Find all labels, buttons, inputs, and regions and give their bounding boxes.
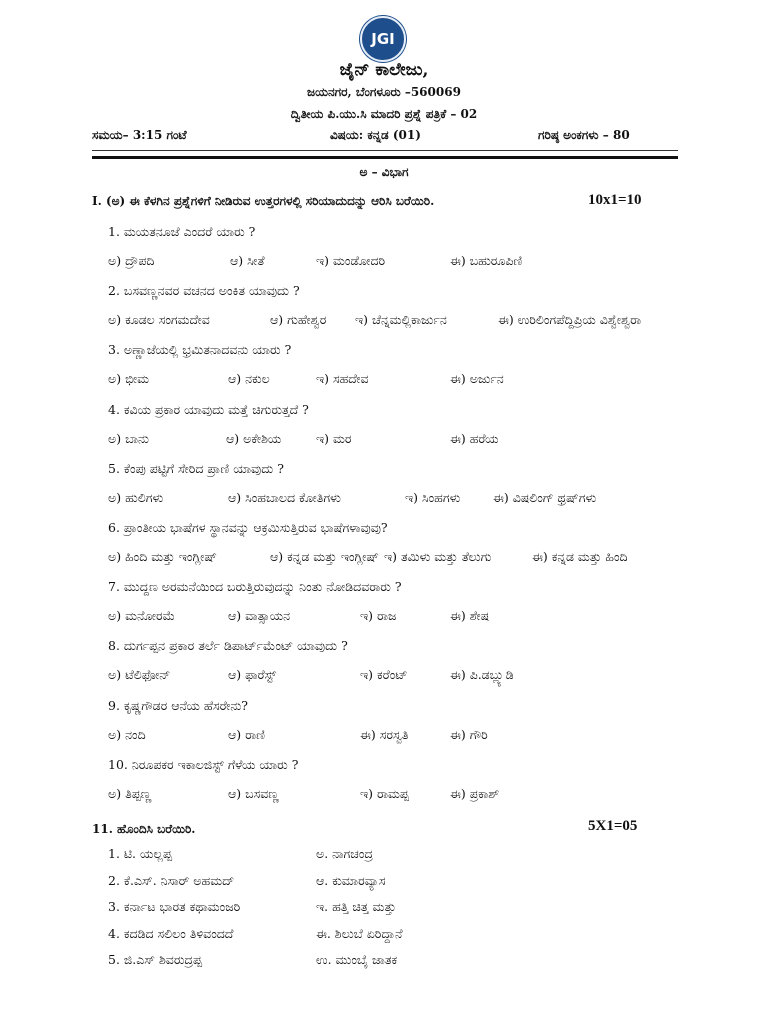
answer-option: ಅ) ಟೆಲಿಫೋನ್ bbox=[108, 667, 171, 683]
exam-max-marks: ಗರಿಷ್ಠ ಅಂಕಗಳು – 80 bbox=[538, 128, 630, 142]
match-right-item: ಈ. ಶಿಲುಬೆ ಏರಿದ್ದಾನೆ bbox=[316, 925, 403, 941]
college-name: ಜೈನ್ ಕಾಲೇಜು, bbox=[339, 60, 429, 80]
match-right-item: ಇ. ಹತ್ತಿ ಚಿತ್ತ ಮತ್ತು bbox=[316, 899, 397, 914]
question-text: 7. ಮುದ್ದಣ ಅರಮನೆಯಿಂದ ಬರುತ್ತಿರುವುದನ್ನು ನಿಂತು ನೋಡಿದವರಾರು ? bbox=[108, 579, 402, 595]
answer-option: ಆ) ಸಿಂಹಬಾಲದ ಕೋತಿಗಳು bbox=[228, 489, 341, 505]
question-text: 6. ಪ್ರಾಂತೀಯ ಭಾಷೆಗಳ ಸ್ಥಾನವನ್ನು ಆಕ್ರಮಿಸುತ್ತಿರುವ ಭಾಷೆಗಳಾವುವು? bbox=[108, 520, 388, 535]
answer-option: ಈ) ಸರಸ್ವತಿ bbox=[360, 726, 409, 742]
answer-option: ಅ) ಬಾನು bbox=[108, 430, 149, 446]
answer-option: ಅ) ಕೂಡಲ ಸಂಗಮದೇವ bbox=[108, 312, 210, 328]
answer-option: ಇ) ಸಹದೇವ bbox=[316, 371, 369, 387]
answer-option: ಅ) ಭೀಮ bbox=[108, 371, 149, 387]
answer-option: ಈ) ಹರೆಯ bbox=[450, 430, 499, 446]
answer-option: ಈ) ಪ್ರಕಾಶ್ bbox=[450, 785, 500, 801]
match-left-item: 5. ಜಿ.ಎಸ್ ಶಿವರುದ್ರಪ್ಪ bbox=[108, 952, 203, 967]
answer-option: ಅ) ಹುಲಿಗಳು bbox=[108, 489, 164, 505]
question-text: 10. ನಿರೂಪಕರ ಇಕಾಲಜಿಸ್ಟ್ ಗೆಳೆಯ ಯಾರು ? bbox=[108, 756, 299, 772]
part1-marks: 10x1=10 bbox=[588, 192, 642, 208]
match-right-item: ಉ. ಮುಂಬೈ ಜಾತಕ bbox=[316, 952, 398, 967]
answer-option: ಆ) ಅಕೇಶಿಯ bbox=[226, 430, 282, 446]
answer-option: ಈ) ಶೇಷ bbox=[450, 608, 490, 624]
answer-option: ಆ) ನಕುಲ bbox=[228, 371, 270, 387]
match-left-item: 3. ಕರ್ನಾಟ ಭಾರತ ಕಥಾಮಂಜರಿ bbox=[108, 899, 241, 914]
question-text: 2. ಬಸವಣ್ಣನವರ ವಚನದ ಅಂಕಿತ ಯಾವುದು ? bbox=[108, 283, 300, 299]
answer-option: ಆ) ಫಾರೆಸ್ಟ್ bbox=[228, 667, 277, 683]
match-right-item: ಅ. ನಾಗಚಂದ್ರ bbox=[316, 846, 374, 861]
answer-option: ಆ) ರಾಣಿ bbox=[228, 726, 265, 742]
answer-option: ಅ) ಹಿಂದಿ ಮತ್ತು ಇಂಗ್ಲೀಷ್ bbox=[108, 549, 217, 564]
answer-option: ಈ) ಬಹುರೂಪಿಣಿ bbox=[450, 253, 523, 268]
question-text: 8. ದುರ್ಗಪ್ಪನ ಪ್ರಕಾರ ತರ್ಲೆ ಡಿಪಾರ್ಟ್‌ಮೆಂಟ್ ಯಾವುದು ? bbox=[108, 638, 348, 654]
part1-heading: I. (ಅ) ಈ ಕೆಳಗಿನ ಪ್ರಶ್ನೆಗಳಿಗೆ ನೀಡಿರುವ ಉತ್ತರಗಳಲ್ಲಿ ಸರಿಯಾದುದನ್ನು ಆರಿಸಿ ಬರೆಯಿರಿ. bbox=[92, 194, 435, 208]
answer-option: ಇ) ರಾಮಪ್ಪ bbox=[360, 785, 409, 801]
answer-option: ಈ) ಗೌರಿ bbox=[450, 726, 488, 742]
answer-option: ಈ) ಪಿ.ಡಬ್ಲ್ಯುಡಿ bbox=[450, 667, 514, 683]
exam-subject: ವಿಷಯ: ಕನ್ನಡ (01) bbox=[330, 128, 421, 142]
answer-option: ಆ) ಕನ್ನಡ ಮತ್ತು ಇಂಗ್ಲೀಷ್ bbox=[270, 549, 379, 564]
question-text: 1. ಮಯತನೂಜೆ ಎಂದರೆ ಯಾರು ? bbox=[108, 224, 256, 239]
answer-option: ಇ) ಮಂಡೋದರಿ bbox=[316, 253, 386, 268]
question-text: 3. ಅಣ್ಣಾಜೆಯಲ್ಲಿ ಭ್ರಮಿತನಾದವನು ಯಾರು ? bbox=[108, 342, 292, 358]
answer-option: ಇ) ಸಿಂಹಗಳು bbox=[405, 489, 461, 505]
answer-option: ಆ) ಸೀತೆ bbox=[230, 253, 265, 268]
section-label: ಅ – ವಿಭಾಗ bbox=[359, 165, 409, 179]
answer-option: ಈ) ಕನ್ನಡ ಮತ್ತು ಹಿಂದಿ bbox=[532, 549, 628, 564]
answer-option: ಇ) ಕರೆಂಟ್ bbox=[360, 667, 408, 683]
answer-option: ಆ) ಬಸವಣ್ಣ bbox=[228, 785, 279, 801]
college-address: ಜಯನಗರ, ಬೆಂಗಳೂರು –560069 bbox=[307, 85, 461, 99]
exam-time: ಸಮಯ– 3:15 ಗಂಟೆ bbox=[92, 128, 187, 142]
answer-option: ಈ) ಅರ್ಜುನ bbox=[450, 371, 504, 387]
answer-option: ಅ) ತಿಪ್ಪಣ್ಣ bbox=[108, 785, 152, 801]
exam-title: ದ್ವಿತೀಯ ಪಿ.ಯು.ಸಿ ಮಾದರಿ ಪ್ರಶ್ನೆ ಪತ್ರಿಕೆ – 02 bbox=[290, 107, 478, 121]
match-right-item: ಆ. ಕುಮಾರವ್ಯಾಸ bbox=[316, 872, 386, 888]
college-logo: JGI bbox=[360, 16, 406, 62]
answer-option: ಇ) ಮರ bbox=[316, 430, 352, 446]
answer-option: ಅ) ನಂದಿ bbox=[108, 726, 146, 742]
answer-option: ಇ) ತಮಿಳು ಮತ್ತು ತೆಲುಗು bbox=[384, 549, 492, 564]
answer-option: ಅ) ಮನೋರಮೆ bbox=[108, 608, 176, 624]
answer-option: ಅ) ದ್ರೌಪದಿ bbox=[108, 253, 155, 268]
answer-option: ಈ) ವಿಷಲಿಂಗ್ ಥ್ರಷ್‌ಗಳು bbox=[493, 489, 597, 505]
answer-option: ಆ) ವಾತ್ಸಾಯನ bbox=[228, 608, 291, 624]
match-left-item: 4. ಕದಡಿದ ಸಲಿಲಂ ತಿಳಿವಂದದೆ bbox=[108, 925, 234, 941]
answer-option: ಇ) ಚೆನ್ನಮಲ್ಲಿಕಾರ್ಜುನ bbox=[355, 312, 447, 328]
question-text: 4. ಕವಿಯ ಪ್ರಕಾರ ಯಾವುದು ಮತ್ತೆ ಚಿಗುರುತ್ತದೆ ? bbox=[108, 401, 309, 417]
match-left-item: 1. ಟಿ. ಯಲ್ಲಪ್ಪ bbox=[108, 846, 172, 861]
header-divider-thin bbox=[92, 150, 678, 151]
answer-option: ಇ) ರಾಜ bbox=[360, 608, 397, 624]
answer-option: ಈ) ಉರಿಲಿಂಗಪೆದ್ದಿಪ್ರಿಯ ವಿಶ್ವೇಶ್ವರಾ bbox=[498, 312, 642, 328]
question-text: 9. ಕೃಷ್ಣಗೌಡರ ಆನೆಯ ಹೆಸರೇನು? bbox=[108, 697, 249, 713]
part2-marks: 5X1=05 bbox=[588, 818, 638, 834]
match-left-item: 2. ಕೆ.ಎಸ್. ನಿಸಾರ್ ಅಹಮದ್ bbox=[108, 872, 235, 888]
answer-option: ಆ) ಗುಹೇಶ್ವರ bbox=[270, 312, 327, 328]
question-text: 5. ಕೆಂಪು ಪಟ್ಟಿಗೆ ಸೇರಿದ ಪ್ರಾಣಿ ಯಾವುದು ? bbox=[108, 460, 284, 476]
part2-heading: 11. ಹೊಂದಿಸಿ ಬರೆಯಿರಿ. bbox=[92, 822, 196, 836]
header-divider-thick bbox=[92, 156, 678, 159]
